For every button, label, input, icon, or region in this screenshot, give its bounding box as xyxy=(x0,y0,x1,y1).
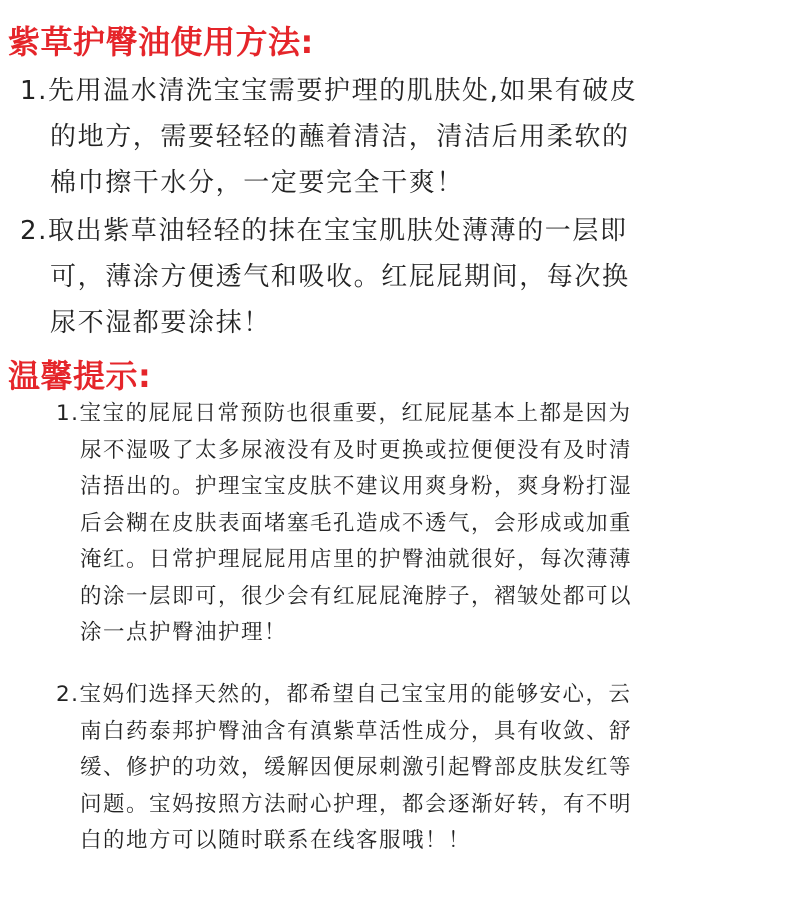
usage-step-2 xyxy=(20,208,630,346)
tip-1-line-2: 尿不湿吸了太多尿液没有及时更换或拉便便没有及时清 xyxy=(80,437,633,463)
usage-step-2-line-1: 2.取出紫草油轻轻的抹在宝宝肌肤处薄薄的一层即 xyxy=(20,216,628,246)
usage-step-1-line-2: 的地方，需要轻轻的蘸着清洁，清洁后用柔软的 xyxy=(50,122,630,152)
tips-heading: 温馨提示: xyxy=(8,357,152,395)
usage-step-1-line-3: 棉巾擦干水分，一定要完全干爽！ xyxy=(50,168,465,198)
tip-1-line-5: 淹红。日常护理屁屁用店里的护臀油就很好，每次薄薄 xyxy=(80,547,633,572)
tip-1-line-6: 的涂一层即可，很少会有红屁屁淹脖子，褶皱处都可以 xyxy=(80,583,633,609)
usage-step-1 xyxy=(20,68,637,206)
tip-2-line-5: 白的地方可以随时联系在线客服哦！！ xyxy=(80,828,472,853)
usage-step-1-line-1: 1.先用温水清洗宝宝需要护理的肌肤处,如果有破皮 xyxy=(20,76,638,106)
tip-1-line-7: 涂一点护臀油护理！ xyxy=(80,620,288,645)
tip-1-line-3: 洁捂出的。护理宝宝皮肤不建议用爽身粉，爽身粉打湿 xyxy=(80,474,633,499)
tip-1-line-4: 后会糊在皮肤表面堵塞毛孔造成不透气，会形成或加重 xyxy=(80,510,633,536)
tip-2-line-3: 缓、修护的功效，缓解因便尿刺激引起臀部皮肤发红等 xyxy=(80,755,633,780)
tip-1-line-1: 1.宝宝的屁屁日常预防也很重要，红屁屁基本上都是因为 xyxy=(56,401,632,426)
tip-2-line-1: 2.宝妈们选择天然的，都希望自己宝宝用的能够安心，云 xyxy=(56,682,632,707)
usage-step-2-line-2: 可，薄涂方便透气和吸收。红屁屁期间，每次换 xyxy=(50,262,630,292)
tip-2 xyxy=(56,677,632,860)
tip-2-line-4: 问题。宝妈按照方法耐心护理，都会逐渐好转，有不明 xyxy=(80,791,633,817)
tip-1 xyxy=(56,396,632,652)
usage-step-2-line-3: 尿不湿都要涂抹！ xyxy=(50,308,271,338)
tip-2-line-2: 南白药泰邦护臀油含有滇紫草活性成分，具有收敛、舒 xyxy=(80,718,633,744)
usage-heading: 紫草护臀油使用方法: xyxy=(8,23,314,61)
